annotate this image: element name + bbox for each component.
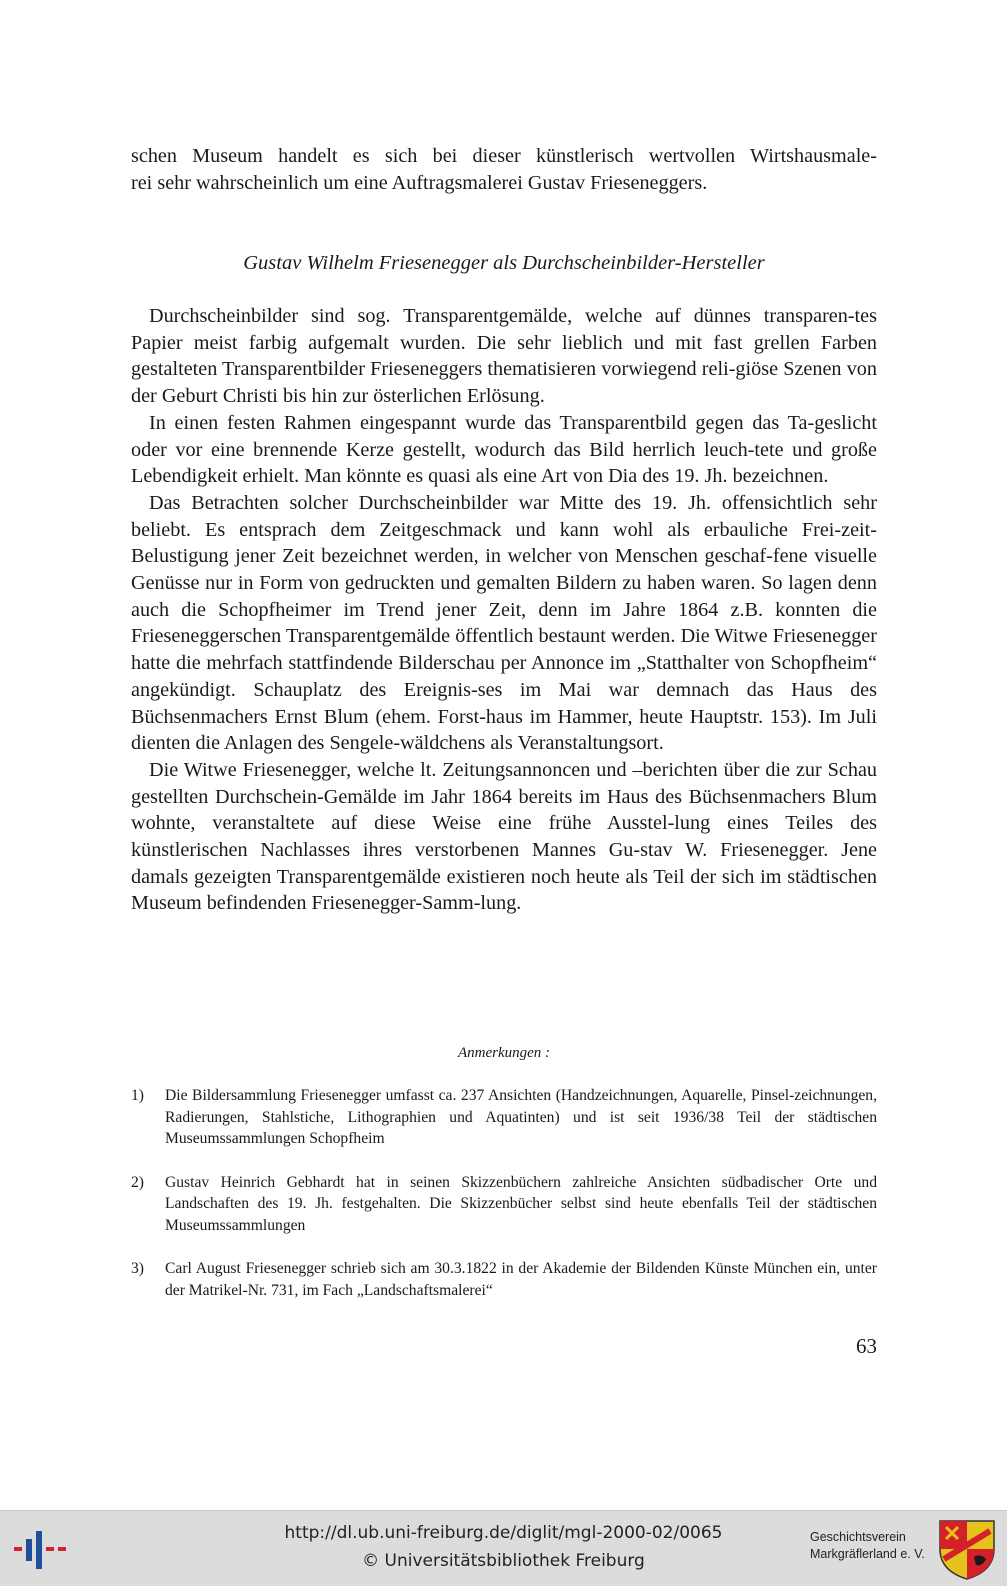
publisher-line: Geschichtsverein [810, 1530, 906, 1544]
coat-of-arms-icon [938, 1519, 996, 1581]
paragraph: Die Witwe Friesenegger, welche lt. Zeitungsannoncen und –berichten über die zur Schau gestellten Durchschein-Gemälde im Jahr 1864 bereits im Haus des Büchsenmachers Blum wohnte, veranstaltete auf diese Weise eine frühe Ausstel-lung eines Teiles des künstlerischen Nachlasses ihres verstorbenen Mannes Gu-stav W. Friesenegger. Jene damals gezeigten Transparentgemälde existieren noch heute als Teil der sich im städtischen Museum befindenden Friesenegger-Samm-lung. [131, 758, 877, 915]
footnote [131, 1172, 877, 1237]
footnote [131, 1085, 877, 1150]
publisher-line: Markgräflerland e. V. [810, 1547, 925, 1561]
paragraph: Durchscheinbilder sind sog. Transparentgemälde, welche auf dünnes transparen-tes Papier meist farbig aufgemalt wurden. Die sehr lieblich und mit fast grellen Farben gestalteten Transparentbilder Frieseneggers thematisieren vorwiegend reli-giöse Szenen von der Geburt Christi bis hin zur österlichen Erlösung. [131, 305, 877, 408]
footnote-number: 3) [131, 1260, 144, 1277]
footer-url-link[interactable]: http://dl.ub.uni-freiburg.de/diglit/mgl-2000-02/0065 [284, 1523, 723, 1543]
body-text [131, 303, 877, 917]
footnote [131, 1258, 877, 1301]
paragraph: Das Betrachten solcher Durchscheinbilder war Mitte des 19. Jh. offensichtlich sehr beliebt. Es entsprach dem Zeitgeschmack und kann wohl als erbauliche Frei-zeit-Belustigung jener Zeit bezeichnet werden, in welcher von Menschen geschaf-fene visuelle Genüsse nur in Form von gedruckten und gemalten Bildern zu haben waren. So lagen denn auch die Schopfheimer im Trend jener Zeit, denn im Jahre 1864 z.B. konnten die Frieseneggerschen Transparentgemälde öffentlich bestaunt werden. Die Witwe Friesenegger hatte die mehrfach stattfindende Bilderschau per Annonce im „Statthalter von Schopfheim“ angekündigt. Schauplatz des Ereignis-ses im Mai war demnach das Haus des Büchsenmachers Ernst Blum (ehem. Forst-haus im Hammer, heute Hauptstr. 153). Im Juli dienten die Anlagen des Sengele-wäldchens als Veranstaltungsort. [131, 491, 877, 755]
footer-bar [0, 1510, 1007, 1586]
page-number: 63 [856, 1334, 877, 1358]
footnote-text: Gustav Heinrich Gebhardt hat in seinen Skizzenbüchern zahlreiche Ansichten südbadischer Orte und Landschaften des 19. Jh. festgehalten. Die Skizzenbücher selbst sind heute ebenfalls Teil der städtischen Museumssammlungen [165, 1173, 877, 1234]
paragraph: In einen festen Rahmen eingespannt wurde das Transparentbild gegen das Ta-geslicht oder vor eine brennende Kerze gestellt, wodurch das Bild herrlich leuch-tete und große Lebendigkeit erhielt. Man könnte es quasi als eine Art von Dia des 19. Jh. bezeichnen. [131, 411, 877, 488]
footnote-number: 1) [131, 1087, 144, 1104]
intro-line: rei sehr wahrscheinlich um eine Auftragsmalerei Gustav Frieseneggers. [131, 171, 708, 194]
footer-citation [200, 1519, 807, 1575]
footer-copyright: © Universitätsbibliothek Freiburg [362, 1551, 645, 1571]
notes-title: Anmerkungen : [457, 1045, 551, 1061]
ub-freiburg-logo-icon[interactable] [12, 1525, 68, 1573]
footnote-text: Die Bildersammlung Friesenegger umfasst ca. 237 Ansichten (Handzeichnungen, Aquarelle, Pinsel-zeichnungen, Radierungen, Stahlstiche, Lithographien und Aquatinten) und ist seit 1936/38 Teil der städtischen Museumssammlungen Schopfheim [165, 1087, 877, 1147]
intro-text [131, 143, 877, 196]
footnote-number: 2) [131, 1173, 144, 1191]
intro-line: schen Museum handelt es sich bei dieser künstlerisch wertvollen Wirtshausmale- [131, 145, 877, 167]
footnotes [131, 1085, 877, 1323]
publisher-name [810, 1529, 928, 1563]
section-heading: Gustav Wilhelm Friesenegger als Durchscheinbilder-Hersteller [243, 252, 765, 274]
footnote-text: Carl August Friesenegger schrieb sich am 30.3.1822 in der Akademie der Bildenden Künste München ein, unter der Matrikel-Nr. 731, im Fach „Landschaftsmalerei“ [165, 1260, 877, 1299]
